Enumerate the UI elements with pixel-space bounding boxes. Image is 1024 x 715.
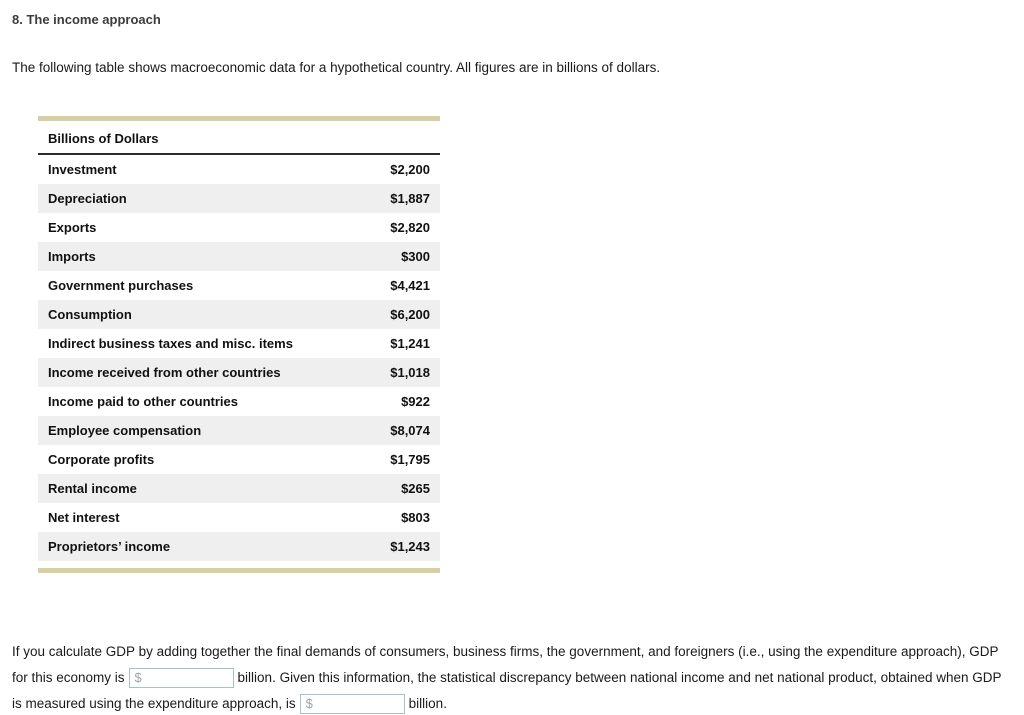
table-header: Billions of Dollars [38, 121, 440, 155]
gdp-input-box[interactable] [129, 668, 234, 688]
row-value: $1,241 [390, 336, 430, 351]
table-row [38, 184, 440, 213]
row-label: Depreciation [48, 191, 127, 206]
row-value: $2,200 [390, 162, 430, 177]
dollar-prefix: $ [134, 670, 142, 686]
table-row [38, 474, 440, 503]
table-row [38, 329, 440, 358]
table-row [38, 300, 440, 329]
table-row [38, 271, 440, 300]
row-value: $922 [401, 394, 430, 409]
table-row [38, 416, 440, 445]
row-value: $1,887 [390, 191, 430, 206]
row-value: $300 [401, 249, 430, 264]
row-label: Imports [48, 249, 96, 264]
table-row [38, 155, 440, 184]
row-label: Exports [48, 220, 97, 235]
question-title: 8. The income approach [12, 12, 161, 27]
discrepancy-input[interactable] [316, 696, 396, 712]
row-label: Proprietors’ income [48, 539, 171, 554]
row-value: $4,421 [390, 278, 430, 293]
row-label: Investment [48, 162, 117, 177]
row-value: $2,820 [390, 220, 430, 235]
table-row [38, 387, 440, 416]
row-label: Income paid to other countries [48, 394, 238, 409]
row-label: Rental income [48, 481, 137, 496]
row-label: Corporate profits [48, 452, 155, 467]
table-bottom-rule [38, 568, 440, 573]
row-label: Employee compensation [48, 423, 202, 438]
row-value: $803 [401, 510, 430, 525]
intro-text: The following table shows macroeconomic data for a hypothetical country. All figures are in billions of dollars. [12, 60, 661, 75]
question-segment-3: billion. [408, 696, 447, 711]
question-text [12, 639, 1012, 715]
row-label: Income received from other countries [48, 365, 281, 380]
table-row [38, 358, 440, 387]
row-value: $265 [401, 481, 430, 496]
row-value: $1,018 [390, 365, 430, 380]
row-label: Indirect business taxes and misc. items [48, 336, 293, 351]
row-value: $1,243 [390, 539, 430, 554]
row-value: $8,074 [390, 423, 430, 438]
row-label: Government purchases [48, 278, 194, 293]
row-value: $6,200 [390, 307, 430, 322]
row-value: $1,795 [390, 452, 430, 467]
table-row [38, 242, 440, 271]
table-row [38, 213, 440, 242]
table-row [38, 503, 440, 532]
gdp-input[interactable] [145, 670, 225, 686]
table-row [38, 445, 440, 474]
macro-data-table [38, 116, 440, 573]
question-segment-2: billion. Given this information, the statistical discrepancy between national income and net national product, obtained when GDP is measured using the expenditure approach, is [12, 670, 1002, 711]
dollar-prefix: $ [305, 696, 313, 712]
row-label: Net interest [48, 510, 120, 525]
discrepancy-input-box[interactable] [300, 694, 405, 714]
table-row [38, 532, 440, 561]
row-label: Consumption [48, 307, 132, 322]
question-segment-1: If you calculate GDP by adding together the final demands of consumers, business firms, the government, and foreigners (i.e., using the expenditure approach), GDP for this economy is [12, 644, 999, 685]
